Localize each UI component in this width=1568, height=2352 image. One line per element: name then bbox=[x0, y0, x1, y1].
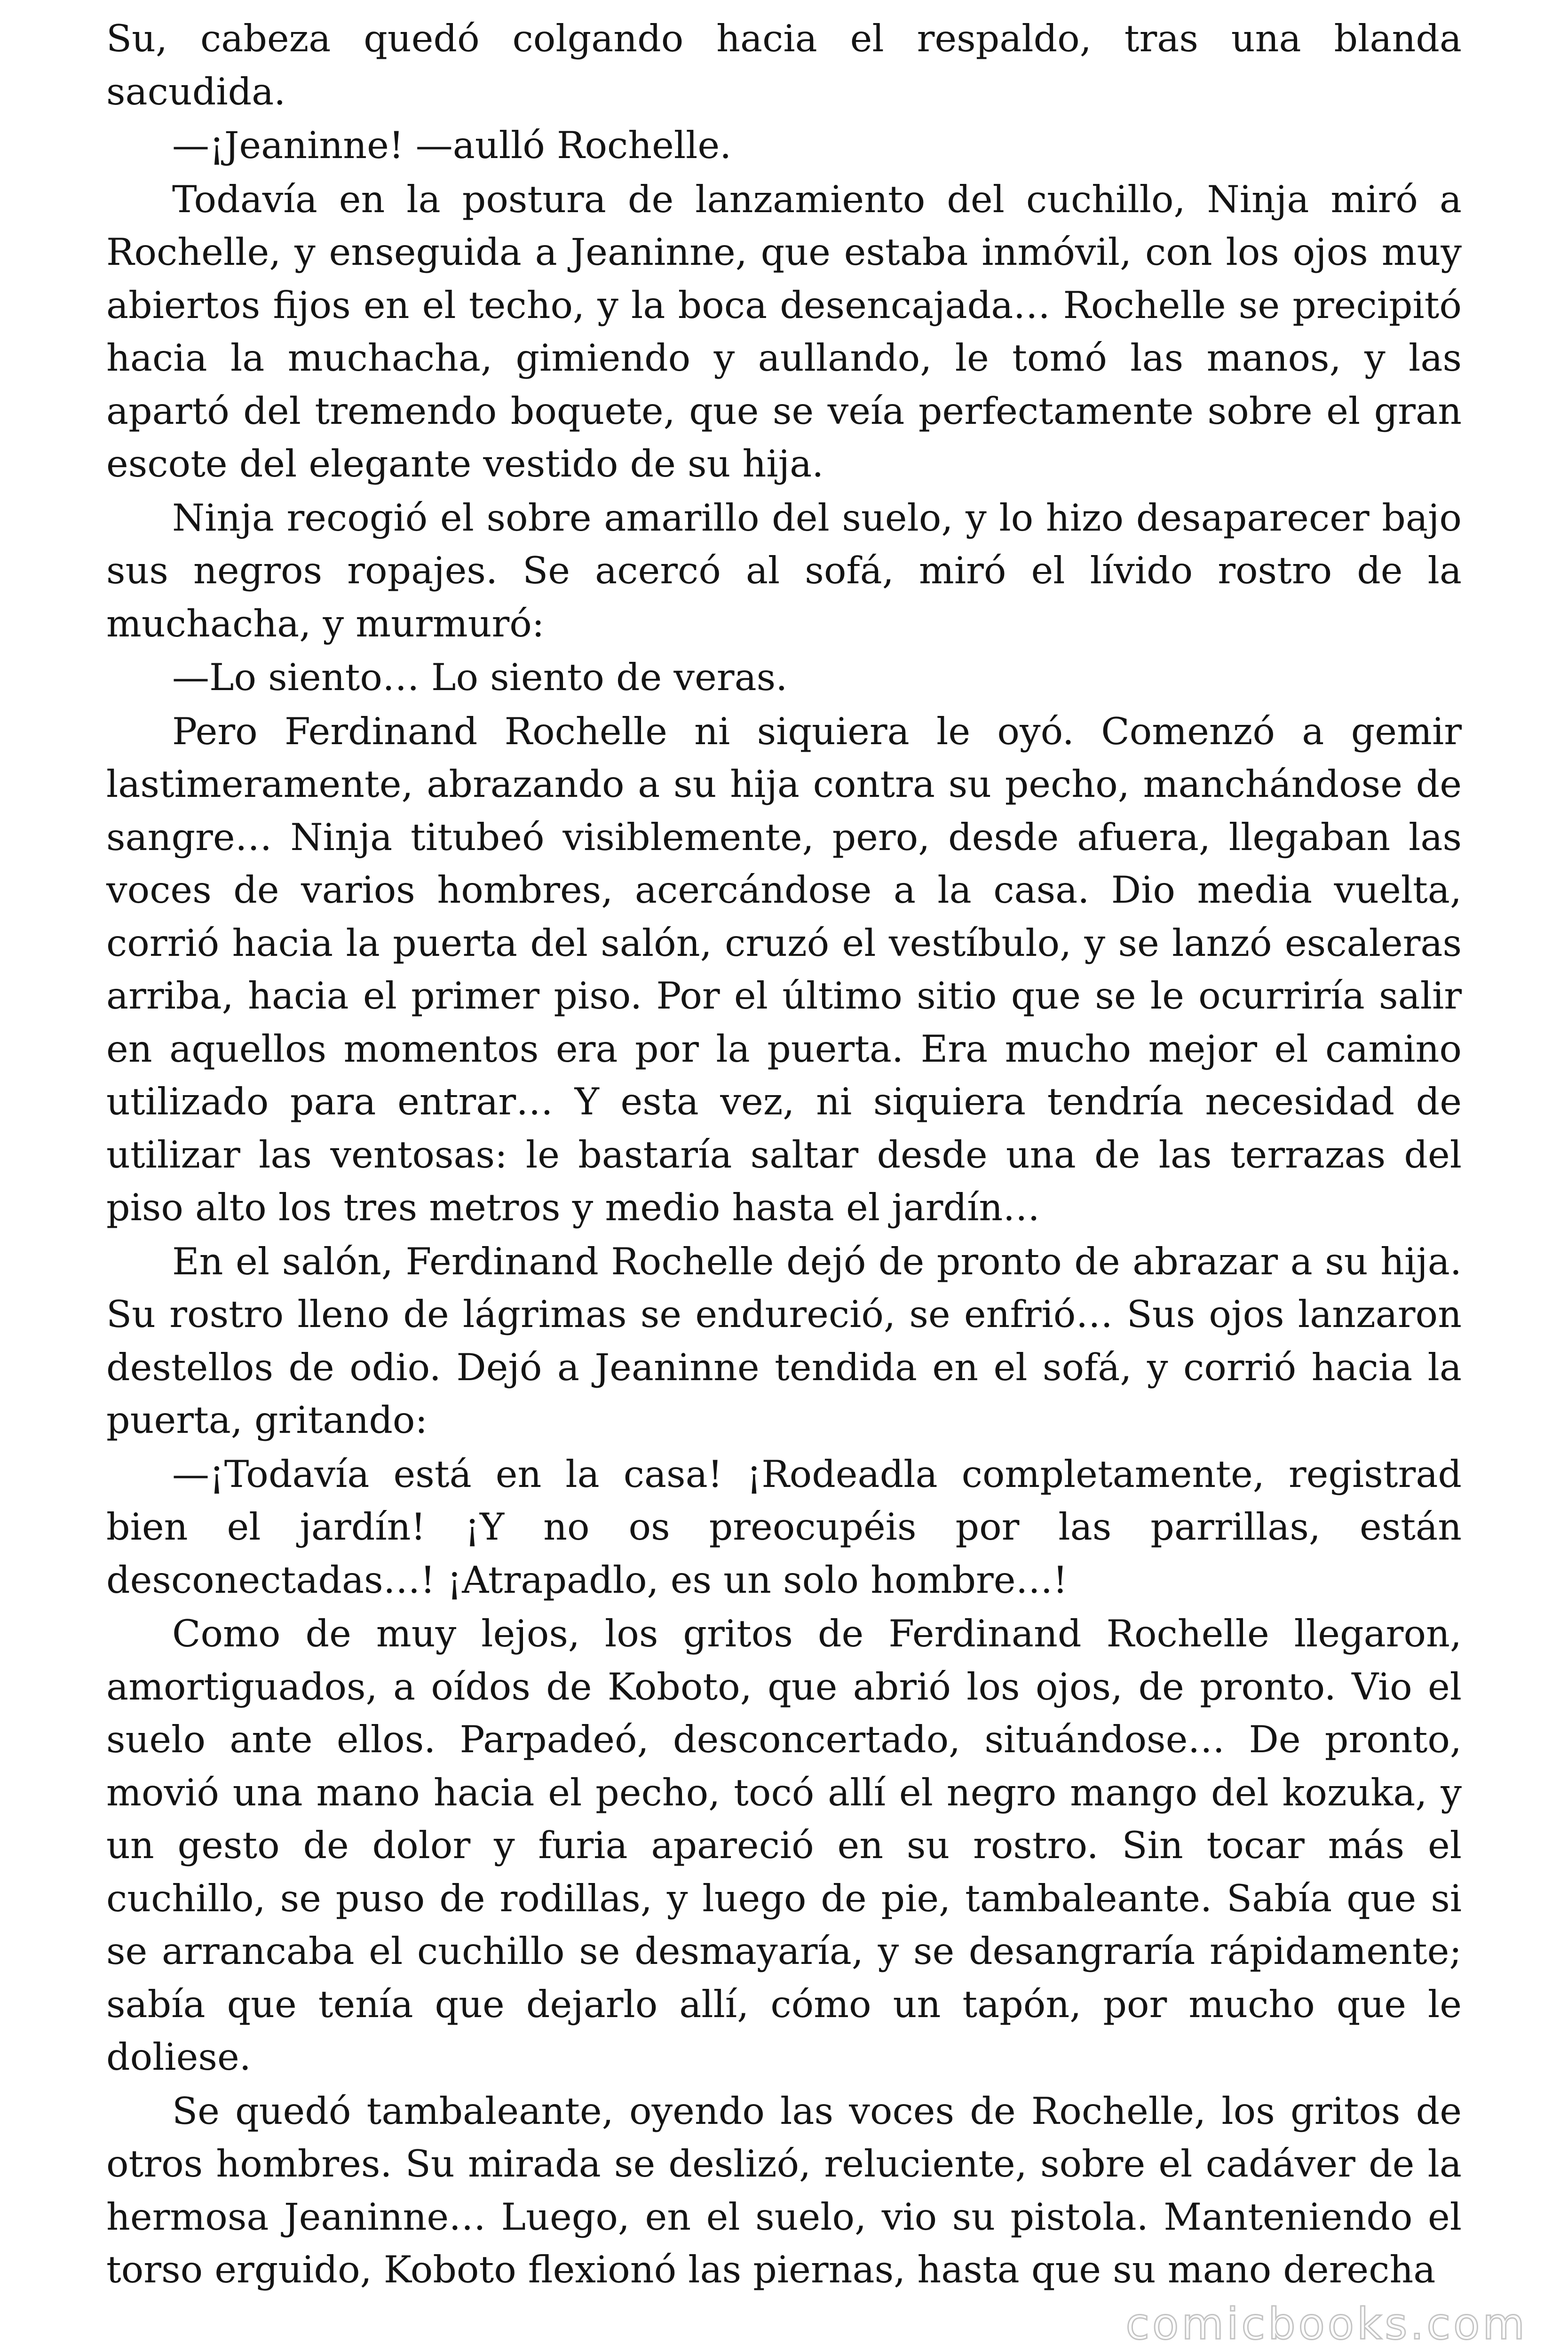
paragraph-3: Todavía en la postura de lanzamiento del cuchillo, Ninja miró a Rochelle, y enseguida a Jeaninne, que estaba inmóvil, con los ojos muy abiertos fijos en el techo, y la boca desencajada… Rochelle se precipitó hacia la muchacha, gimiendo y aullando, le tomó las manos, y las apartó del tremendo boquete, que se veía perfectamente sobre el gran escote del elegante vestido de su hija. bbox=[106, 177, 1462, 485]
paragraph-6: Pero Ferdinand Rochelle ni siquiera le oyó. Comenzó a gemir lastimeramente, abrazando a su hija contra su pecho, manchándose de sangre… Ninja titubeó visiblemente, pero, desde afuera, llegaban las voces de varios hombres, acercándose a la casa. Dio media vuelta, corrió hacia la puerta del salón, cruzó el vestíbulo, y se lanzó escaleras arriba, hacia el primer piso. Por el último sitio que se le ocurriría salir en aquellos momentos era por la puerta. Era mucho mejor el camino utilizado para entrar… Y esta vez, ni siquiera tendría necesidad de utilizar las ventosas: le bastaría saltar desde una de las terrazas del piso alto los tres metros y medio hasta el jardín… bbox=[106, 709, 1462, 1229]
paragraph-9: Como de muy lejos, los gritos de Ferdinand Rochelle llegaron, amortiguados, a oídos de Koboto, que abrió los ojos, de pronto. Vio el suelo ante ellos. Parpadeó, desconcertado, situándose… De pronto, movió una mano hacia el pecho, tocó allí el negro mango del kozuka, y un gesto de dolor y furia apareció en su rostro. Sin tocar más el cuchillo, se puso de rodillas, y luego de pie, tambaleante. Sabía que si se arrancaba el cuchillo se desmayaría, y se desangraría rápidamente; sabía que tenía que dejarlo allí, cómo un tapón, por mucho que le doliese. bbox=[106, 1612, 1462, 2079]
paragraph-7: En el salón, Ferdinand Rochelle dejó de pronto de abrazar a su hija. Su rostro lleno de lágrimas se endureció, se enfrió… Sus ojos lanzaron destellos de odio. Dejó a Jeaninne tendida en el sofá, y corrió hacia la puerta, gritando: bbox=[106, 1240, 1462, 1442]
watermark: comicbooks.com bbox=[1125, 2299, 1528, 2349]
page-text bbox=[106, 12, 1462, 2297]
paragraph-5: —Lo siento… Lo siento de veras. bbox=[172, 656, 788, 699]
paragraph-2: —¡Jeaninne! —aulló Rochelle. bbox=[172, 124, 732, 167]
paragraph-1: Su, cabeza quedó colgando hacia el respaldo, tras una blanda sacudida. bbox=[106, 17, 1462, 113]
paragraph-4: Ninja recogió el sobre amarillo del suelo, y lo hizo desaparecer bajo sus negros ropajes. Se acercó al sofá, miró el lívido rostro de la muchacha, y murmuró: bbox=[106, 496, 1462, 645]
paragraph-10: Se quedó tambaleante, oyendo las voces de Rochelle, los gritos de otros hombres. Su mirada se deslizó, reluciente, sobre el cadáver de la hermosa Jeaninne… Luego, en el suelo, vio su pistola. Manteniendo el torso erguido, Koboto flexionó las piernas, hasta que su mano derecha bbox=[106, 2089, 1462, 2291]
paragraph-8: —¡Todavía está en la casa! ¡Rodeadla completamente, registrad bien el jardín! ¡Y no os preocupéis por las parrillas, están desconectadas…! ¡Atrapadlo, es un solo hombre…! bbox=[106, 1452, 1462, 1602]
